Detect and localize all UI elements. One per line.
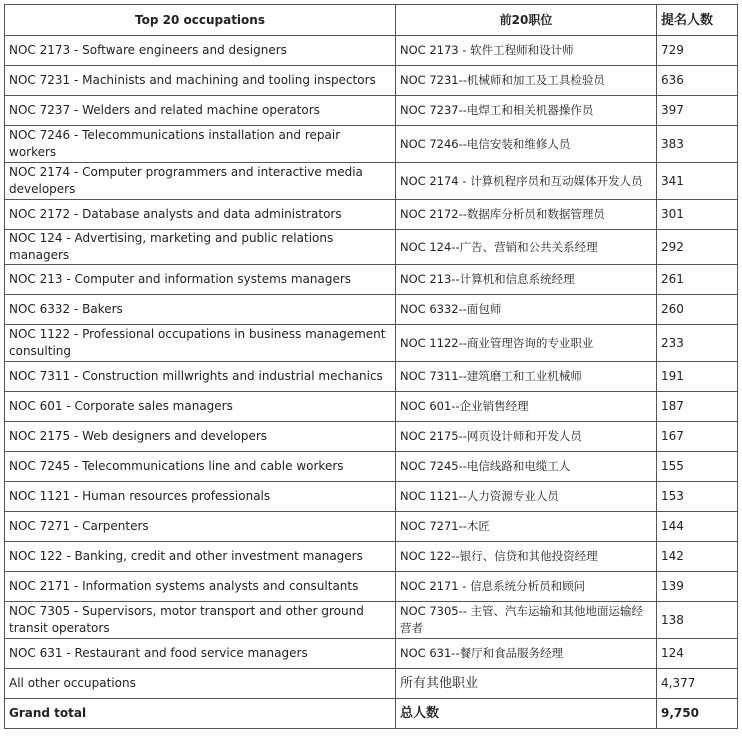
grand-total-label-cn: 总人数 <box>396 699 657 729</box>
header-top20-en: Top 20 occupations <box>5 5 396 36</box>
nomination-count: 729 <box>657 36 738 66</box>
occupation-cn: NOC 7271--木匠 <box>396 512 657 542</box>
occupation-en: NOC 124 - Advertising, marketing and public relations managers <box>5 230 396 265</box>
other-occupations-en: All other occupations <box>5 669 396 699</box>
occupation-cn: NOC 2172--数据库分析员和数据管理员 <box>396 200 657 230</box>
table-row <box>5 422 738 452</box>
occupation-cn: NOC 2173 - 软件工程师和设计师 <box>396 36 657 66</box>
nomination-count: 124 <box>657 639 738 669</box>
occupation-en: NOC 122 - Banking, credit and other investment managers <box>5 542 396 572</box>
nomination-count: 144 <box>657 512 738 542</box>
nomination-count: 155 <box>657 452 738 482</box>
other-occupations-count: 4,377 <box>657 669 738 699</box>
occupation-cn: NOC 122--银行、信贷和其他投资经理 <box>396 542 657 572</box>
table-row <box>5 602 738 639</box>
occupation-cn: NOC 2171 - 信息系统分析员和顾问 <box>396 572 657 602</box>
table-row <box>5 639 738 669</box>
nomination-count: 292 <box>657 230 738 265</box>
nomination-count: 139 <box>657 572 738 602</box>
occupation-cn: NOC 1122--商业管理咨询的专业职业 <box>396 325 657 362</box>
occupation-en: NOC 6332 - Bakers <box>5 295 396 325</box>
table-row <box>5 482 738 512</box>
occupation-en: NOC 7311 - Construction millwrights and industrial mechanics <box>5 362 396 392</box>
occupation-cn: NOC 7237--电焊工和相关机器操作员 <box>396 96 657 126</box>
occupation-en: NOC 2171 - Information systems analysts and consultants <box>5 572 396 602</box>
table-row <box>5 512 738 542</box>
other-occupations-cn: 所有其他职业 <box>396 669 657 699</box>
table-row <box>5 392 738 422</box>
occupation-cn: NOC 6332--面包师 <box>396 295 657 325</box>
occupation-cn: NOC 7311--建筑磨工和工业机械师 <box>396 362 657 392</box>
occupation-en: NOC 7246 - Telecommunications installation and repair workers <box>5 126 396 163</box>
occupation-en: NOC 2175 - Web designers and developers <box>5 422 396 452</box>
occupation-en: NOC 7271 - Carpenters <box>5 512 396 542</box>
table-row <box>5 325 738 362</box>
nomination-count: 301 <box>657 200 738 230</box>
occupation-cn: NOC 601--企业销售经理 <box>396 392 657 422</box>
header-nominations: 提名人数 <box>657 5 738 36</box>
nomination-count: 233 <box>657 325 738 362</box>
occupation-en: NOC 7231 - Machinists and machining and tooling inspectors <box>5 66 396 96</box>
nomination-count: 153 <box>657 482 738 512</box>
nomination-count: 191 <box>657 362 738 392</box>
nomination-count: 142 <box>657 542 738 572</box>
occupation-cn: NOC 7245--电信线路和电缆工人 <box>396 452 657 482</box>
table-row <box>5 200 738 230</box>
occupation-cn: NOC 2175--网页设计师和开发人员 <box>396 422 657 452</box>
table-row <box>5 96 738 126</box>
occupation-en: NOC 1121 - Human resources professionals <box>5 482 396 512</box>
table-row <box>5 295 738 325</box>
nomination-count: 383 <box>657 126 738 163</box>
grand-total-count: 9,750 <box>657 699 738 729</box>
table-row <box>5 452 738 482</box>
occupation-cn: NOC 631--餐厅和食品服务经理 <box>396 639 657 669</box>
occupation-en: NOC 601 - Corporate sales managers <box>5 392 396 422</box>
nomination-count: 167 <box>657 422 738 452</box>
occupation-en: NOC 1122 - Professional occupations in business management consulting <box>5 325 396 362</box>
occupation-cn: NOC 213--计算机和信息系统经理 <box>396 265 657 295</box>
grand-total-label-en: Grand total <box>5 699 396 729</box>
table-row <box>5 265 738 295</box>
nomination-count: 261 <box>657 265 738 295</box>
nomination-count: 187 <box>657 392 738 422</box>
nomination-count: 636 <box>657 66 738 96</box>
occupation-en: NOC 631 - Restaurant and food service managers <box>5 639 396 669</box>
table-row <box>5 572 738 602</box>
table-row <box>5 542 738 572</box>
nomination-count: 260 <box>657 295 738 325</box>
table-row <box>5 230 738 265</box>
occupation-en: NOC 2172 - Database analysts and data administrators <box>5 200 396 230</box>
occupations-table <box>4 4 738 729</box>
occupation-en: NOC 2173 - Software engineers and designers <box>5 36 396 66</box>
occupation-cn: NOC 7246--电信安装和维修人员 <box>396 126 657 163</box>
occupation-cn: NOC 7305-- 主管、汽车运输和其他地面运输经营者 <box>396 602 657 639</box>
occupation-en: NOC 7305 - Supervisors, motor transport and other ground transit operators <box>5 602 396 639</box>
occupation-cn: NOC 7231--机械师和加工及工具检验员 <box>396 66 657 96</box>
table-row <box>5 163 738 200</box>
occupation-en: NOC 7245 - Telecommunications line and cable workers <box>5 452 396 482</box>
occupation-cn: NOC 1121--人力资源专业人员 <box>396 482 657 512</box>
occupation-en: NOC 2174 - Computer programmers and interactive media developers <box>5 163 396 200</box>
occupation-cn: NOC 2174 - 计算机程序员和互动媒体开发人员 <box>396 163 657 200</box>
header-top20-cn: 前20职位 <box>396 5 657 36</box>
table-header-row <box>5 5 738 36</box>
table-row <box>5 36 738 66</box>
nomination-count: 341 <box>657 163 738 200</box>
table-row <box>5 126 738 163</box>
grand-total-row <box>5 699 738 729</box>
table-row <box>5 362 738 392</box>
occupation-en: NOC 213 - Computer and information systems managers <box>5 265 396 295</box>
nomination-count: 138 <box>657 602 738 639</box>
occupation-cn: NOC 124--广告、营销和公共关系经理 <box>396 230 657 265</box>
table-row <box>5 66 738 96</box>
other-occupations-row <box>5 669 738 699</box>
occupation-en: NOC 7237 - Welders and related machine operators <box>5 96 396 126</box>
nomination-count: 397 <box>657 96 738 126</box>
